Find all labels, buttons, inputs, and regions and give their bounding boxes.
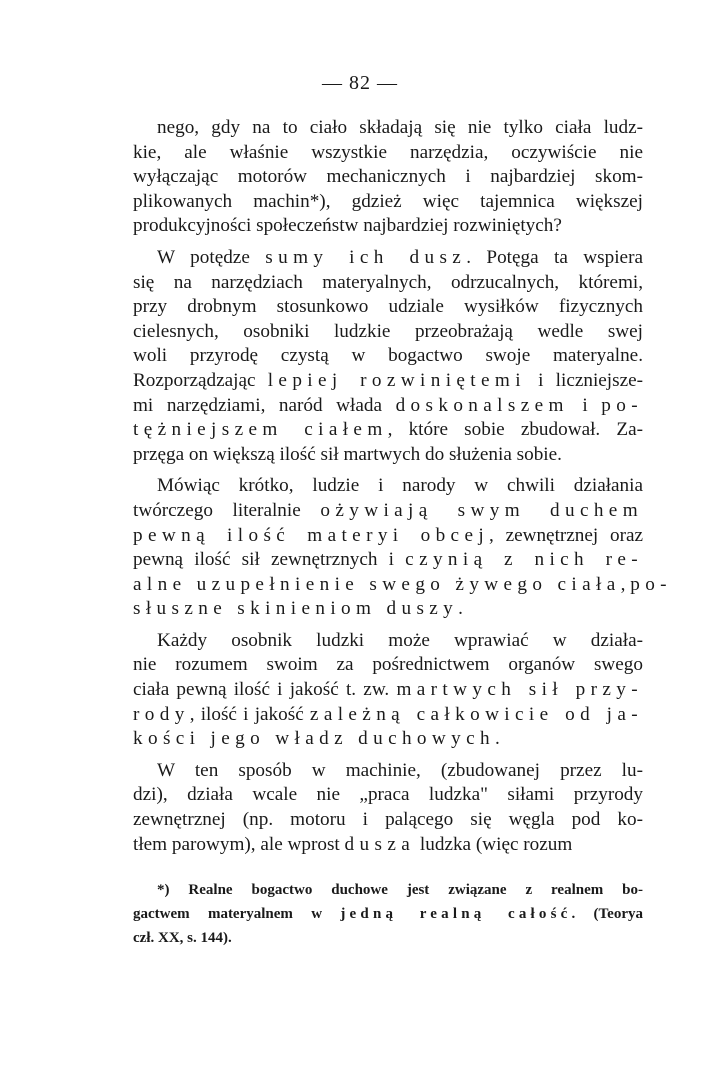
text-line xyxy=(133,394,643,419)
spaced-emphasis: słuszne skinieniom duszy xyxy=(133,598,459,620)
spaced-emphasis: pewną ilość materyi obcej xyxy=(133,524,490,546)
spaced-emphasis: lepiej rozwiniętemi xyxy=(267,369,526,391)
text-segment: i liczniejsze- xyxy=(525,369,644,391)
text-line xyxy=(133,190,643,215)
text-segment: nie rozumem swoim za pośrednictwem organów swego xyxy=(133,654,643,676)
text-line xyxy=(133,499,643,524)
text-line xyxy=(133,116,643,141)
text-segment: twórczego literalnie xyxy=(133,499,321,521)
text-segment: tłem parowym), ale wprost xyxy=(133,833,345,855)
text-line xyxy=(133,548,643,573)
body-text xyxy=(133,116,672,857)
text-segment: . Potęga ta wspiera xyxy=(466,246,643,268)
text-line xyxy=(133,808,643,833)
text-line xyxy=(133,653,643,678)
text-segment: plikowanych machin*), gdzież więc tajemnica większej xyxy=(133,190,643,212)
text-line xyxy=(133,629,643,654)
spaced-emphasis: czynią z nich re- xyxy=(405,549,643,571)
text-segment: . xyxy=(458,598,463,620)
text-line xyxy=(133,165,643,190)
paragraph xyxy=(133,629,643,752)
paragraph xyxy=(133,116,643,239)
text-line xyxy=(133,902,643,926)
text-segment: produkcyjności społeczeństw najbardziej rozwiniętych? xyxy=(133,215,562,237)
text-segment: , zewnętrznej oraz xyxy=(489,524,643,546)
text-segment: cielesnych, osobniki ludzkie przeobrażają wedle swej xyxy=(133,320,643,342)
text-line xyxy=(133,141,643,166)
text-line xyxy=(133,703,643,728)
paragraph xyxy=(133,474,672,622)
text-segment: dzi), działa wcale nie „praca ludzka" siłami przyrody xyxy=(133,784,643,806)
text-line xyxy=(133,214,643,239)
text-line xyxy=(133,271,643,296)
footnote xyxy=(133,878,643,950)
text-segment: , które sobie zbudował. Za- xyxy=(387,419,643,441)
paragraph xyxy=(133,759,643,857)
text-line xyxy=(133,759,643,784)
spaced-emphasis: po- xyxy=(630,573,672,595)
text-line xyxy=(133,369,643,394)
text-segment: . (Teorya xyxy=(571,906,643,922)
text-line xyxy=(133,295,643,320)
text-segment: przęga on większą ilość sił martwych do służenia sobie. xyxy=(133,443,562,465)
page-number: — 82 — xyxy=(322,72,398,94)
text-line xyxy=(133,727,643,752)
text-segment: zewnętrznej (np. motoru i palącego się węgla pod ko- xyxy=(133,809,643,831)
text-segment: Każdy osobnik ludzki może wprawiać w działa- xyxy=(157,629,643,651)
spaced-emphasis: jedną realną całość xyxy=(340,906,572,922)
text-line xyxy=(133,344,643,369)
text-line xyxy=(133,573,672,598)
text-segment: , xyxy=(620,573,631,595)
text-segment: się na narzędziach materyalnych, odrzucalnych, któremi, xyxy=(133,271,643,293)
text-segment: przy drobnym stosunkowo udziale wysiłków fizycznych xyxy=(133,296,643,318)
paragraph xyxy=(133,246,643,467)
text-segment: Rozporządzając xyxy=(133,369,268,391)
text-segment: Mówiąc krótko, ludzie i narody w chwili działania xyxy=(157,475,643,497)
text-segment: . xyxy=(494,728,500,750)
text-line xyxy=(133,320,643,345)
text-segment: gactwem materyalnem w xyxy=(133,906,341,922)
text-segment: W ten sposób w machinie, (zbudowanej przez lu- xyxy=(157,759,643,781)
text-segment: woli przyrodę czystą w bogactwo swoje materyalne. xyxy=(133,345,643,367)
text-line xyxy=(133,783,643,808)
text-line xyxy=(133,524,643,549)
text-segment: ludzka (więc rozum xyxy=(415,833,573,855)
text-segment: pewną ilość sił zewnętrznych i xyxy=(133,549,406,571)
text-segment: W potędze xyxy=(157,246,266,268)
text-line xyxy=(133,474,643,499)
text-segment: i xyxy=(568,394,602,416)
spaced-emphasis: zależną całkowicie od ja- xyxy=(309,703,643,725)
spaced-emphasis: dusza xyxy=(344,833,416,855)
spaced-emphasis: po- xyxy=(601,394,643,416)
text-segment: , ilość i jakość xyxy=(189,703,310,725)
text-line xyxy=(133,678,643,703)
spaced-emphasis: doskonalszem xyxy=(395,394,569,416)
text-segment: ciała pewną ilość i jakość t. zw. xyxy=(133,679,397,701)
spaced-emphasis: martwych sił przy- xyxy=(396,679,643,701)
text-segment: nego, gdy na to ciało składają się nie tylko ciała ludz- xyxy=(157,117,643,138)
text-segment: mi narzędziami, naród włada xyxy=(133,394,396,416)
text-line xyxy=(133,443,643,468)
spaced-emphasis: alne uzupełnienie swego żywego ciała xyxy=(133,573,621,595)
text-line xyxy=(133,418,643,443)
spaced-emphasis: rody xyxy=(133,703,190,725)
spaced-emphasis: kości jego władz duchowych xyxy=(133,728,495,750)
text-segment: *) Realne bogactwo duchowe jest związane z realnem bo- xyxy=(157,882,643,898)
spaced-emphasis: tężniejszem ciałem xyxy=(133,419,388,441)
spaced-emphasis: sumy ich dusz xyxy=(265,246,467,268)
text-segment: czł. XX, s. 144). xyxy=(133,930,232,946)
text-segment: kie, ale właśnie wszystkie narzędzia, oczywiście nie xyxy=(133,141,643,163)
text-line xyxy=(133,878,643,902)
text-segment: wyłączając motorów mechanicznych i najbardziej skom- xyxy=(133,166,643,188)
text-line xyxy=(133,833,643,858)
text-line xyxy=(133,597,643,622)
text-line xyxy=(133,926,643,950)
spaced-emphasis: ożywiają swym duchem xyxy=(320,499,643,521)
text-line xyxy=(133,246,643,271)
